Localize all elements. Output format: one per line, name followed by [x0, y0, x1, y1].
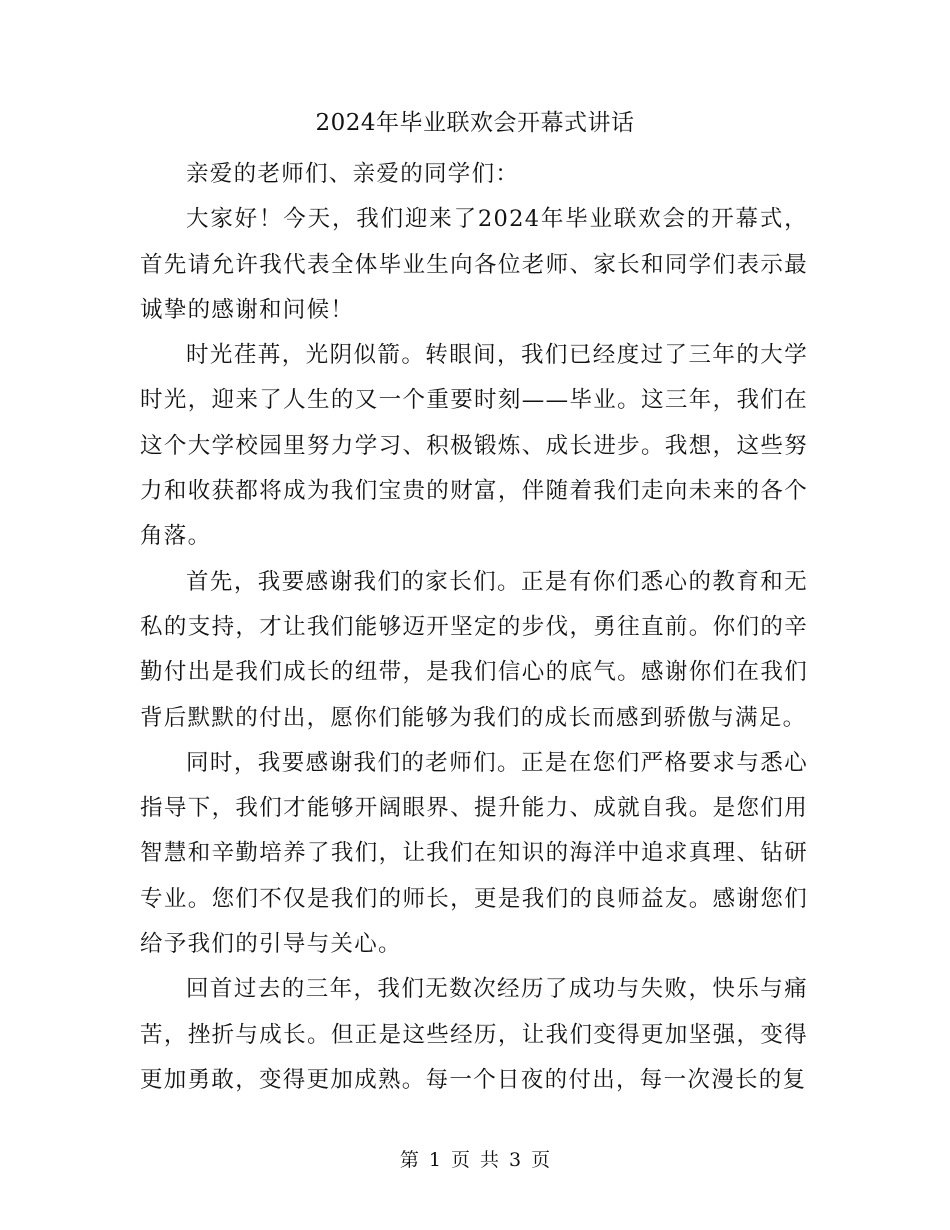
paragraph-greeting: 大家好！今天，我们迎来了2024年毕业联欢会的开幕式，首先请允许我代表全体毕业生向各位老师、家长和同学们表示最诚挚的感谢和问候！: [140, 206, 808, 323]
paragraph-teachers: 同时，我要感谢我们的老师们。正是在您们严格要求与悉心指导下，我们才能够开阔眼界、提升能力、成就自我。是您们用智慧和辛勤培养了我们，让我们在知识的海洋中追求真理、钻研专业。您们不仅是我们的师长，更是我们的良师益友。感谢您们给予我们的引导与关心。: [140, 749, 808, 958]
paragraph-parents: 首先，我要感谢我们的家长们。正是有你们悉心的教育和无私的支持，才让我们能够迈开坚定的步伐，勇往直前。你们的辛勤付出是我们成长的纽带，是我们信心的底气。感谢你们在我们背后默默的付出，愿你们能够为我们的成长而感到骄傲与满足。: [140, 568, 808, 731]
paragraph-time: 时光荏苒，光阴似箭。转眼间，我们已经度过了三年的大学时光，迎来了人生的又一个重要时刻——毕业。这三年，我们在这个大学校园里努力学习、积极锻炼、成长进步。我想，这些努力和收获都将成为我们宝贵的财富，伴随着我们走向未来的各个角落。: [140, 342, 808, 550]
paragraph-review: 回首过去的三年，我们无数次经历了成功与失败，快乐与痛苦，挫折与成长。但正是这些经历，让我们变得更加坚强，变得更加勇敢，变得更加成熟。每一个日夜的付出，每一次漫长的复: [140, 976, 808, 1093]
document-title: 2024年毕业联欢会开幕式讲话: [315, 110, 635, 136]
paragraph-salutation: 亲爱的老师们、亲爱的同学们：: [186, 161, 520, 187]
document-body: [140, 152, 808, 1103]
page-number: 第 1 页 共 3 页: [399, 1149, 551, 1171]
